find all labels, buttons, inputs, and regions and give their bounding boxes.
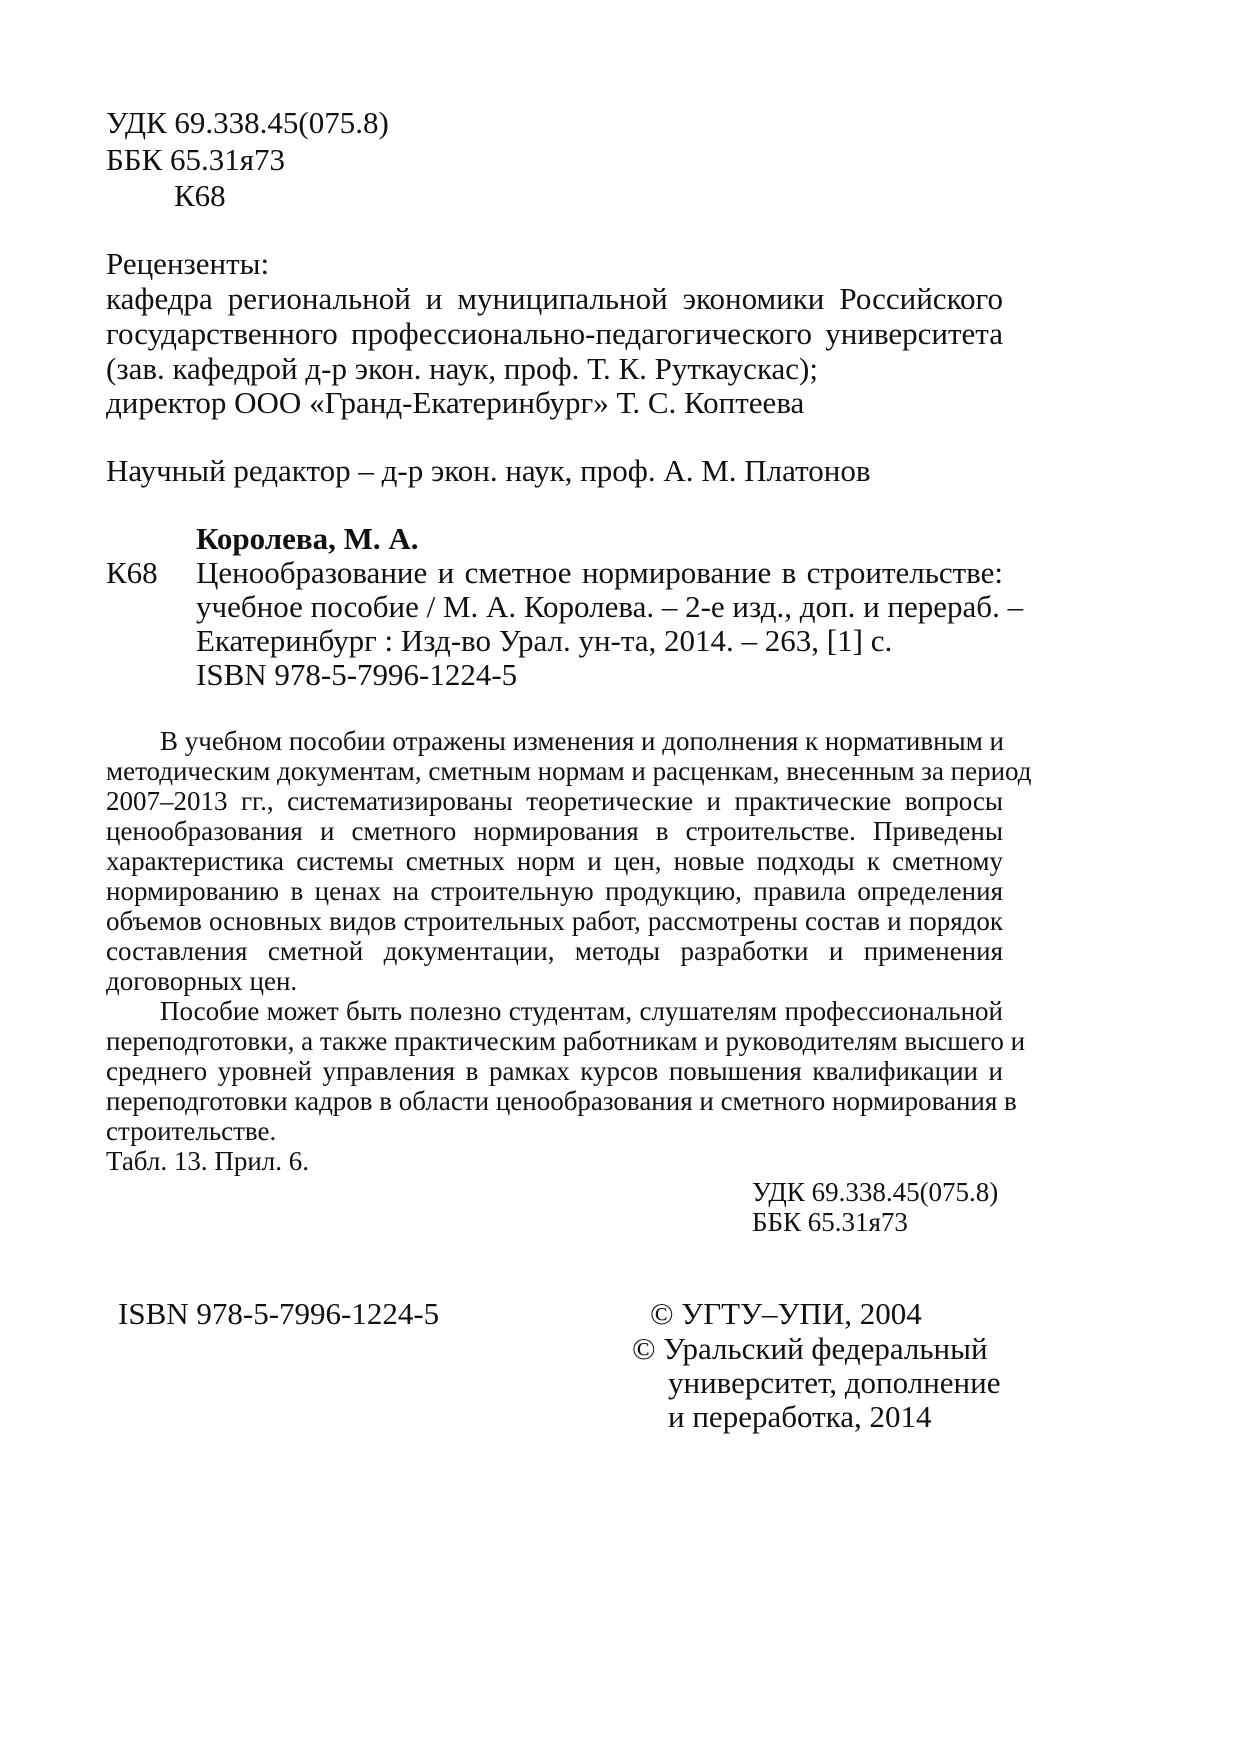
annotation-line: характеристика системы сметных норм и цен, новые подходы к сметному	[106, 846, 1003, 876]
book-title-line: Екатеринбург : Изд-во Урал. ун-та, 2014. – 263, [1] с.	[196, 623, 893, 658]
annotation-line: среднего уровней управления в рамках курсов повышения квалификации и	[106, 1056, 1003, 1086]
isbn-inline: ISBN 978-5-7996-1224-5	[196, 657, 518, 692]
copyright-line: © Уральский федеральный	[632, 1331, 988, 1366]
author-mark: К68	[106, 555, 158, 590]
reviewer-line: директор ООО «Гранд-Екатеринбург» Т. С. Коптеева	[106, 385, 805, 420]
udk-code-bottom: УДК 69.338.45(075.8)	[752, 1177, 999, 1207]
reviewer-line: (зав. кафедрой д-р экон. наук, проф. Т. К. Руткаускас);	[106, 351, 818, 386]
bbk-code-bottom: ББК 65.31я73	[752, 1207, 908, 1237]
author-name: Королева, М. А.	[196, 521, 419, 556]
annotation-line: ценообразования и сметного нормирования в строительстве. Приведены	[106, 816, 1003, 846]
annotation-line: договорных цен.	[106, 966, 298, 996]
udk-code-top: УДК 69.338.45(075.8)	[106, 105, 389, 140]
annotation-line: нормированию в ценах на строительную продукцию, правила определения	[106, 876, 1003, 906]
book-title-line: Ценообразование и сметное нормирование в строительстве:	[196, 555, 1003, 590]
annotation-line: 2007–2013 гг., систематизированы теоретические и практические вопросы	[106, 786, 1003, 816]
bbk-code-top: ББК 65.31я73	[106, 142, 286, 177]
book-title-line: учебное пособие / М. А. Королева. – 2-е изд., доп. и перераб. –	[196, 589, 1024, 624]
annotation-line: переподготовки, а также практическим работникам и руководителям высшего и	[106, 1026, 1026, 1056]
copyright-line: университет, дополнение	[668, 1365, 1001, 1400]
tables-note: Табл. 13. Прил. 6.	[106, 1146, 310, 1176]
reviewer-line: государственного профессионально-педагогического университета	[106, 316, 1003, 351]
annotation-line: Пособие может быть полезно студентам, слушателям профессиональной	[160, 996, 1003, 1026]
annotation-line: В учебном пособии отражены изменения и дополнения к нормативным и	[160, 726, 1004, 756]
copyright-line: и переработка, 2014	[668, 1399, 932, 1434]
copyright-line: © УГТУ–УПИ, 2004	[650, 1296, 922, 1331]
author-mark-top: К68	[174, 178, 226, 213]
annotation-line: составления сметной документации, методы разработки и применения	[106, 936, 1003, 966]
scientific-editor: Научный редактор – д-р экон. наук, проф. А. М. Платонов	[106, 453, 871, 488]
annotation-line: строительстве.	[106, 1116, 277, 1146]
annotation-line: переподготовки кадров в области ценообразования и сметного нормирования в	[106, 1086, 1017, 1116]
annotation-line: методическим документам, сметным нормам и расценкам, внесенным за период	[106, 756, 1032, 786]
isbn: ISBN 978-5-7996-1224-5	[118, 1296, 440, 1331]
annotation-line: объемов основных видов строительных работ, рассмотрены состав и порядок	[106, 906, 1003, 936]
reviewers-heading: Рецензенты:	[106, 246, 270, 281]
reviewer-line: кафедра региональной и муниципальной экономики Российского	[106, 281, 1003, 316]
